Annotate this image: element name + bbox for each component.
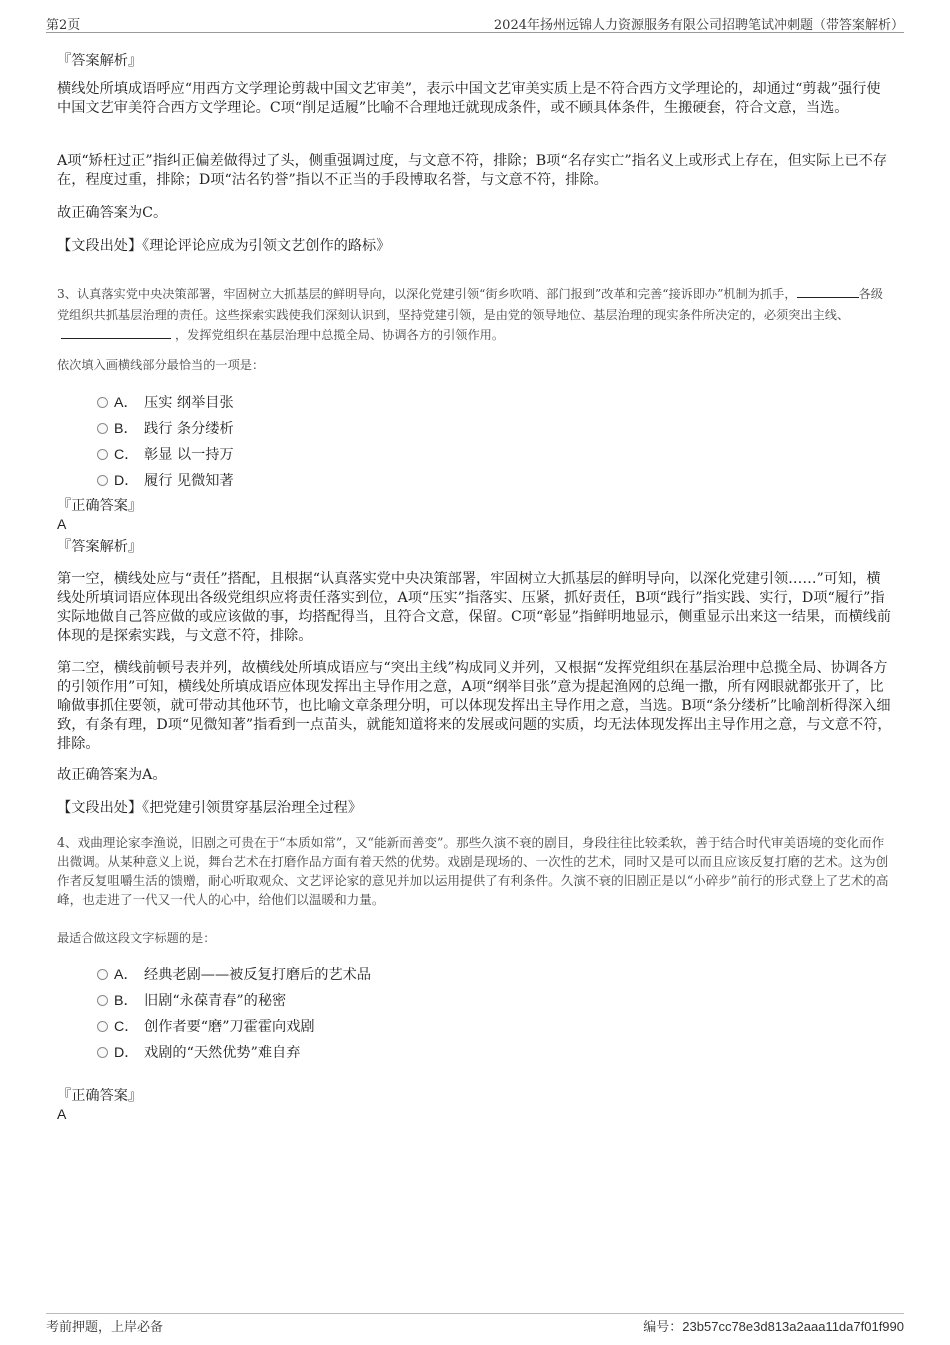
q4-answer-label: 『正确答案』 [57,1088,143,1104]
q3-blank-1 [797,285,859,298]
radio-icon[interactable] [97,449,108,460]
q3-conclusion: 故正确答案为A。 [57,767,167,783]
q2-conclusion: 故正确答案为C。 [57,205,168,221]
q4-stem: 4、戏曲理论家李渔说，旧剧之可贵在于“本质如常”，又“能新而善变”。那些久演不衰的剧目，身段往往比较柔软，善于结合时代审美语境的变化而作出微调。从某种意义上说，舞台艺术在打磨作品方面有着天然的优势。戏剧是现场的、一次性的艺术，同时又是可以而且应该反复打磨的艺术。这为创作者反复咀嚼生活的馈赠，耐心听取观众、文艺评论家的意见并加以运用提供了有利条件。久演不衰的旧剧正是以“小碎步”前行的形式登上了艺术的高峰，也走进了一代又一代人的心中，给他们以温暖和力量。 [57,835,889,907]
radio-icon[interactable] [97,995,108,1006]
page-number: 第2页 [46,18,81,33]
radio-icon[interactable] [97,1021,108,1032]
q3-stem [57,284,893,346]
document-code [643,1316,904,1335]
q3-analysis-paragraph-1: 第一空，横线处应与“责任”搭配，且根据“认真落实党中央决策部署，牢固树立大抓基层的鲜明导向，以深化党建引领……”可知，横线处所填词语应体现出各级党组织应将责任落实到位，A项“压实”指落实、压紧，抓好责任，B项“践行”指实践、实行，D项“履行”指实际地做自己答应做的或应该做的事，均搭配得当，且符合文意，保留。C项“彰显”指鲜明地显示，侧重显示出来这一结果，而横线前体现的是探索实践，与文意不符，排除。 [57,571,892,644]
q3-analysis-label: 『答案解析』 [57,539,143,555]
page-header [46,12,904,33]
document-code-value: 23b57cc78e3d813a2aaa11da7f01f990 [682,1319,904,1334]
q3-answer: A [57,516,67,532]
footer-slogan: 考前押题，上岸必备 [46,1320,164,1335]
radio-icon[interactable] [97,1047,108,1058]
q2-analysis-paragraph-1: 横线处所填成语呼应“用西方文学理论剪裁中国文艺审美”，表示中国文艺审美实质上是不符合西方文学理论的，却通过“剪裁”强行使中国文艺审美符合西方文学理论。C项“削足适履”比喻不合理地迁就现成条件，或不顾具体条件，生搬硬套，符合文意，当选。 [57,81,881,116]
q3-source: 【文段出处】《把党建引领贯穿基层治理全过程》 [57,800,363,816]
radio-icon[interactable] [97,423,108,434]
q2-analysis-paragraph-2: A项“矫枉过正”指纠正偏差做得过了头，侧重强调过度，与文意不符，排除；B项“名存实亡”指名义上或形式上存在，但实际上已不存在，程度过重，排除；D项“沽名钓誉”指以不正当的手段博取名誉，与文意不符，排除。 [57,153,888,188]
q3-blank-2 [61,326,171,339]
q3-analysis-paragraph-2: 第二空，横线前顿号表并列，故横线处所填成语应与“突出主线”构成同义并列，又根据“发挥党组织在基层治理中总揽全局、协调各方的引领作用”可知，横线处所填成语应体现发挥出主导作用之意，A项“纲举目张”意为提起渔网的总绳一撒，所有网眼就都张开了，比喻做事抓住要领，就可带动其他环节，也比喻文章条理分明，可以体现发挥出主导作用之意，当选。B项“条分缕析”比喻剖析得深入细致，有条有理，D项“见微知著”指看到一点苗头，就能知道将来的发展或问题的实质，均无法体现发挥出主导作用之意，与文意不符，排除。 [57,660,892,752]
q4-answer: A [57,1106,67,1122]
radio-icon[interactable] [97,397,108,408]
page-footer [46,1313,904,1334]
document-title: 2024年扬州远锦人力资源服务有限公司招聘笔试冲刺题（带答案解析） [493,18,904,33]
q3-stem-part-c: ，发挥党组织在基层治理中总揽全局、协调各方的引领作用。 [175,328,505,342]
q4-prompt: 最适合做这段文字标题的是： [57,931,216,945]
q3-stem-part-a: 3、认真落实党中央决策部署，牢固树立大抓基层的鲜明导向，以深化党建引领“街乡吹哨、部门报到”改革和完善“接诉即办”机制为抓手， [57,287,797,301]
q3-prompt: 依次填入画横线部分最恰当的一项是： [57,358,265,372]
document-code-label: 编号： [643,1320,683,1335]
q3-stem-part-b: 各级党组织共抓基层治理的责任。这些探索实践使我们深刻认识到，坚持党建引领，是由党的领导地位、基层治理的现实条件所决定的，必须突出主线、 [57,287,883,322]
q2-analysis-label: 『答案解析』 [57,53,143,69]
q2-source: 【文段出处】《理论评论应成为引领文艺创作的路标》 [57,238,391,254]
radio-icon[interactable] [97,969,108,980]
radio-icon[interactable] [97,475,108,486]
q3-answer-label: 『正确答案』 [57,498,143,514]
